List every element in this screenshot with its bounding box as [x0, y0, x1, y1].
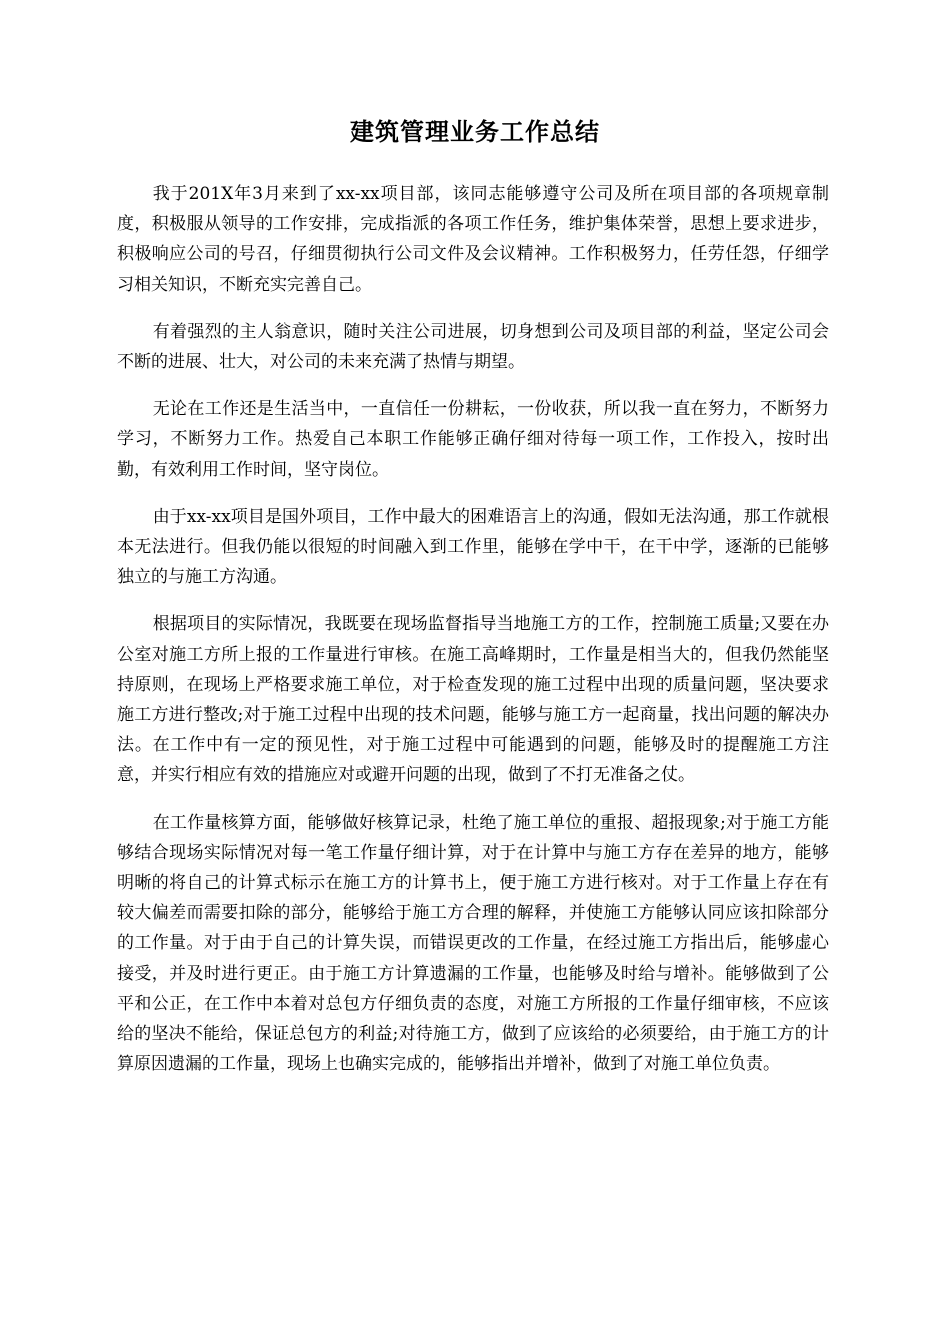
paragraph: 由于xx-xx项目是国外项目，工作中最大的困难语言上的沟通，假如无法沟通，那工作就根本无法进行。但我仍能以很短的时间融入到工作里，能够在学中干，在干中学，逐渐的已能够独立的与施工方沟通。 [117, 506, 829, 588]
paragraph: 无论在工作还是生活当中，一直信任一份耕耘，一份收获，所以我一直在努力，不断努力学习，不断努力工作。热爱自己本职工作能够正确仔细对待每一项工作，工作投入，按时出勤，有效利用工作时间，坚守岗位。 [117, 399, 829, 480]
paragraph: 有着强烈的主人翁意识，随时关注公司进展，切身想到公司及项目部的利益，坚定公司会不断的进展、壮大，对公司的未来充满了热情与期望。 [117, 321, 829, 373]
paragraph: 我于201X年3月来到了xx-xx项目部，该同志能够遵守公司及所在项目部的各项规章制度，积极服从领导的工作安排，完成指派的各项工作任务，维护集体荣誉，思想上要求进步，积极响应公司的号召，仔细贯彻执行公司文件及会议精神。工作积极努力，任劳任怨，仔细学习相关知识，不断充实完善自己。 [117, 184, 829, 295]
document-title: 建筑管理业务工作总结 [350, 118, 600, 146]
paragraph: 在工作量核算方面，能够做好核算记录，杜绝了施工单位的重报、超报现象;对于施工方能够结合现场实际情况对每一笔工作量仔细计算，对于在计算中与施工方存在差异的地方，能够明晰的将自己的计算式标示在施工方的计算书上，便于施工方进行核对。对于工作量上存在有较大偏差而需要扣除的部分，能够给于施工方合理的解释，并使施工方能够认同应该扣除部分的工作量。对于由于自己的计算失误，而错误更改的工作量，在经过施工方指出后，能够虚心接受，并及时进行更正。由于施工方计算遗漏的工作量，也能够及时给与增补。能够做到了公平和公正，在工作中本着对总包方仔细负责的态度，对施工方所报的工作量仔细审核，不应该给的坚决不能给，保证总包方的利益;对待施工方，做到了应该给的必须要给，由于施工方的计算原因遗漏的工作量，现场上也确实完成的，能够指出并增补，做到了对施工单位负责。 [117, 812, 829, 1075]
paragraph: 根据项目的实际情况，我既要在现场监督指导当地施工方的工作，控制施工质量;又要在办公室对施工方所上报的工作量进行审核。在施工高峰期时，工作量是相当大的，但我仍然能坚持原则，在现场上严格要求施工单位，对于检查发现的施工过程中出现的质量问题，坚决要求施工方进行整改;对于施工过程中出现的技术问题，能够与施工方一起商量，找出问题的解决办法。在工作中有一定的预见性，对于施工过程中可能遇到的问题，能够及时的提醒施工方注意，并实行相应有效的措施应对或避开问题的出现，做到了不打无准备之仗。 [117, 614, 829, 786]
document-body [117, 179, 829, 1096]
